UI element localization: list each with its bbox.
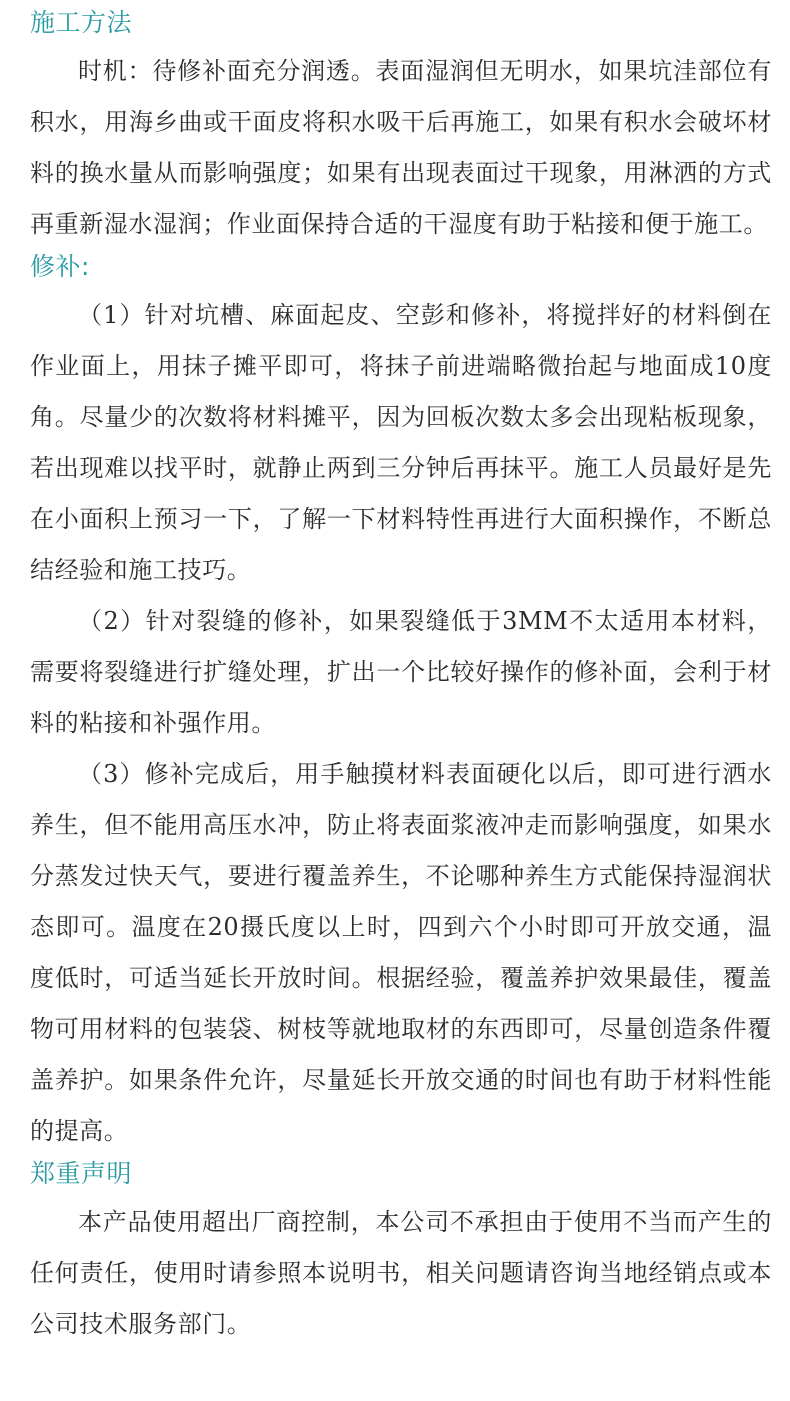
paragraph-timing: 时机：待修补面充分润透。表面湿润但无明水，如果坑洼部位有积水，用海乡曲或干面皮将积水吸干后再施工，如果有积水会破坏材料的换水量从而影响强度；如果有出现表面过干现象，用淋洒的方式再重新湿水湿润；作业面保持合适的干湿度有助于粘接和便于施工。 [30, 57, 772, 238]
paragraph-disclaimer: 本产品使用超出厂商控制，本公司不承担由于使用不当而产生的任何责任，使用时请参照本说明书，相关问题请咨询当地经销点或本公司技术服务部门。 [30, 1208, 772, 1338]
section-heading-repair: 修补: [30, 252, 90, 281]
paragraph-curing: （3）修补完成后，用手触摸材料表面硬化以后，即可进行洒水养生，但不能用高压水冲，防止将表面浆液冲走而影响强度，如果水分蒸发过快天气，要进行覆盖养生，不论哪种养生方式能保持湿润状态即可。温度在20摄氏度以上时，四到六个小时即可开放交通，温度低时，可适当延长开放时间。根据经验，覆盖养护效果最佳，覆盖物可用材料的包装袋、树枝等就地取材的东西即可，尽量创造条件覆盖养护。如果条件允许，尽量延长开放交通的时间也有助于材料性能的提高。 [30, 760, 772, 1145]
paragraph-repair-potholes: （1）针对坑槽、麻面起皮、空彭和修补，将搅拌好的材料倒在作业面上，用抹子摊平即可，将抹子前进端略微抬起与地面成10度角。尽量少的次数将材料摊平，因为回板次数太多会出现粘板现象，若出现难以找平时，就静止两到三分钟后再抹平。施工人员最好是先在小面积上预习一下，了解一下材料特性再进行大面积操作，不断总结经验和施工技巧。 [30, 301, 772, 584]
section-heading-construction-method: 施工方法 [30, 8, 133, 37]
paragraph-repair-cracks: （2）针对裂缝的修补，如果裂缝低于3MM不太适用本材料，需要将裂缝进行扩缝处理，扩出一个比较好操作的修补面，会利于材料的粘接和补强作用。 [30, 607, 772, 737]
section-heading-disclaimer: 郑重声明 [30, 1159, 133, 1188]
